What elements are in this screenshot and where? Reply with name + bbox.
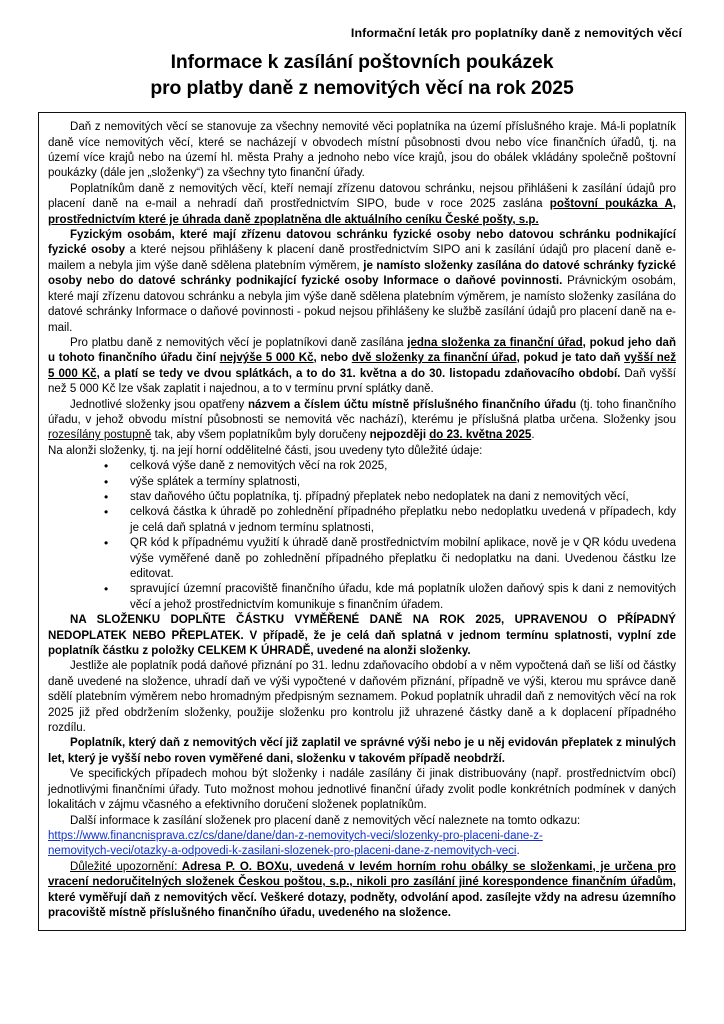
list-item: • stav daňového účtu poplatníka, tj. případný přeplatek nebo nedoplatek na dani z nemovitých věcí, (104, 490, 676, 505)
paragraph-installments (48, 336, 676, 398)
installments-bold-3: , pokud je tato daň (516, 352, 625, 365)
account-text-2: (tj. toho finančního úřadu, v jehož obvodu místní působnosti se nemovitá věc nachází), kterému je příslušná platba určena. Složenky jsou (48, 398, 676, 426)
info-link-period: . (516, 845, 520, 858)
account-text-4: . (531, 429, 535, 442)
financnisprava-link-line-2[interactable]: nemovitych-veci/otazky-a-odpovedi-k-zasilani-slozenek-pro-placeni-dane-z-nemovitych-veci (48, 845, 517, 858)
installments-one-slip: jedna složenka za finanční úřad (407, 336, 583, 349)
list-item: • výše splátek a termíny splatnosti, (104, 475, 676, 490)
fill-in-amount-detail: V případě, že je celá daň splatná v jednom termínu splatnosti, vyplní zde poplatník částku z položky CELKEM K ÚHRADĚ, uvedené na alonži složenky. (48, 629, 676, 658)
account-text-1: Jednotlivé složenky jsou opatřeny (70, 398, 248, 411)
installments-bold-2: , nebo (313, 352, 352, 365)
account-bold-1: názvem a číslem účtu místně příslušného finančního úřadu (247, 398, 577, 411)
installments-bold-1: , pokud jeho daň u tohoto finančního úřadu činí (48, 336, 677, 365)
paragraph-no-slip-overpayment: Poplatník, který daň z nemovitých věcí již zaplatil ve správné výši nebo je u něj evidován přeplatek z minulých let, který je vyšší nebo roven vyměřené dani, složenku v takovém případě neobdrží. (48, 737, 676, 765)
paragraph-postal-order (48, 182, 676, 228)
paragraph-data-box (48, 228, 676, 336)
paragraph-fill-in-amount (48, 613, 676, 659)
paragraph-postal-order-text: Poplatníkům daně z nemovitých věcí, kteří nemají zřízenu datovou schránku, nejsou přihlášeni k zasílání údajů pro placení daně na e-mail a nehradí daň prostřednictvím SIPO, bude v roce 2025 zaslána (48, 182, 676, 211)
installments-limit-over: vyšší než 5 000 Kč, (48, 352, 676, 380)
info-link-wrapper (48, 829, 676, 860)
data-box-bold-mid: je namísto složenky zasílána do datové schránky fyzické osoby nebo do datové schránky podnikající fyzické osoby Informace o daňové povinnosti. (48, 259, 676, 288)
paragraph-alonz-intro: Na alonži složenky, tj. na její horní oddělitelné části, jsou uvedeny tyto důležité údaje: (48, 444, 483, 457)
page-title-line-2: pro platby daně z nemovitých věcí na rok 2025 (150, 76, 574, 99)
list-item: • celková výše daně z nemovitých věcí na rok 2025, (104, 459, 676, 474)
account-underline-gradual: rozesílány postupně (48, 429, 152, 442)
important-notice-pobox: Adresa P. O. BOXu, uvedená v levém horním rohu obálky se složenkami, je určena pro vracení nedoručitelných složenek Českou poštou, s.p., nikoli pro zasílání jiné korespondence finančním úřadům, (48, 860, 676, 889)
paragraph-postal-order-emphasis: poštovní poukázka A, prostřednictvím které je úhrada daně zpoplatněna dle aktuálního ceníku České pošty, s.p. (48, 198, 676, 226)
installments-limit-max: nejvýše 5 000 Kč (219, 352, 314, 365)
installments-bold-4: a platí se tedy ve dvou splátkách, a to do 31. května a do 30. listopadu zdaňovacího období. (99, 367, 621, 380)
paragraph-specific-cases: Ve specifických případech mohou být složenky i nadále zasílány či jinak distribuovány (např. prostřednictvím obcí) jednotlivými finančními úřady. Tuto možnost mohou jednotlivé finanční úřady zvolit podle konkrétních podmínek v daných lokalitách v zájmu včasného a efektivního doručení složenek poplatníkům. (48, 768, 676, 812)
data-box-text-2: Právnickým osobám, které mají zřízenu datovou schránku a nebyla jim výše daně sdělena platebním výměrem, je namísto složenky zasílána do datové schránky Informace o daňové povinnosti - pokud nejsou přihlášeny ke službě zasílání údajů pro placení daně na e-mail. (48, 275, 676, 334)
account-deadline-date: do 23. května 2025 (429, 429, 532, 442)
fill-in-amount-caps: NA SLOŽENKU DOPLŇTE ČÁSTKU VYMĚŘENÉ DANĚ NA ROK 2025, UPRAVENOU O PŘÍPADNÝ NEDOPLATEK NEBO PŘEPLATEK. (48, 614, 676, 642)
alonz-details-list (48, 459, 676, 613)
paragraph-scope: Daň z nemovitých věcí se stanovuje za všechny nemovité věci poplatníka na území příslušného kraje. Má-li poplatník daně více nemovitých věcí, které se nacházejí v obvodech místní působnosti dvou nebo více finančních úřadů, tj. na území více krajů nebo na území hl. města Prahy a jednoho nebo více krajů, jsou do obálek vkládány společně poštovní poukázky (dále jen „složenky“) za všechny tyto finanční úřady. (48, 121, 676, 180)
list-item: • spravující územní pracoviště finančního úřadu, kde má poplatník uložen daňový spis k dani z nemovitých věcí a jehož prostřednictvím komunikuje s finančním úřadem. (104, 582, 676, 613)
page-title (38, 50, 686, 101)
important-notice-label: Důležité upozornění: (70, 860, 178, 873)
content-frame (38, 112, 686, 931)
list-item: • QR kód k případnému využití k úhradě daně prostřednictvím mobilní aplikace, nově je v QR kódu uvedena výše vyměřené daně po zohlednění případného přeplatku či nedoplatku na dani. Uvedenou částku lze editovat. (104, 536, 676, 582)
paragraph-late-return: Jestliže ale poplatník podá daňové přiznání po 31. lednu zdaňovacího období a v něm vypočtená daň se liší od částky daně uvedené na složence, uhradí daň ve výši vypočtené v daňovém přiznání, případně ve výši, kterou mu správce daně sdělí platebním výměrem nebo hromadným předpisným seznamem. Pokud poplatník uhradil daň z nemovitých věcí na rok 2025 již před obdržením složenky, použije složenku pro kontrolu již uhrazené částky daně a k doplacení případného rozdílu. (48, 660, 676, 735)
account-bold-latest: nejpozději (369, 429, 430, 442)
data-box-text-1: a které nejsou přihlášeny k placení daně prostřednictvím SIPO ani k zasílání údajů pro placení daně e-mailem a nebyla jim výše daně sdělena platebním výměrem, (48, 244, 676, 272)
list-item: • celková částka k úhradě po zohlednění případného přeplatku nebo nedoplatku uvedená v případech, kdy je celá daň splatná v jednom termínu splatnosti, (104, 505, 676, 536)
account-text-3: tak, aby všem poplatníkům byly doručeny (151, 429, 370, 442)
data-box-bold-lead: Fyzickým osobám, které mají zřízenu datovou schránku fyzické osoby nebo datovou schránku podnikající fyzické osoby (48, 229, 676, 257)
document-kicker: Informační leták pro poplatníky daně z nemovitých věcí (350, 26, 682, 40)
installments-two-slips: dvě složenky za finanční úřad (351, 352, 517, 365)
installments-text-1: Pro platbu daně z nemovitých věcí je poplatníkovi daně zasílána (70, 336, 408, 349)
page-title-line-1: Informace k zasílání poštovních poukázek (170, 51, 554, 73)
paragraph-more-info: Další informace k zasílání složenek pro placení daně z nemovitých věcí naleznete na tomto odkazu: (70, 814, 581, 827)
installments-text-2: Daň vyšší než 5 000 Kč lze však zaplatit i najednou, a to v termínu první splátky daně. (48, 367, 676, 396)
important-notice-tail: které vyměřují daň z nemovitých věcí. Veškeré dotazy, podněty, odvolání apod. zasílejte vždy na adresu územního pracoviště místně příslušného finančního úřadu, uvedeného na složence. (48, 891, 676, 919)
financnisprava-link-line-1[interactable]: https://www.financnisprava.cz/cs/dane/dane/dan-z-nemovitych-veci/slozenky-pro-placeni-dane-z- (48, 829, 543, 842)
paragraph-account-number (48, 398, 676, 444)
paragraph-important-notice (48, 860, 676, 922)
